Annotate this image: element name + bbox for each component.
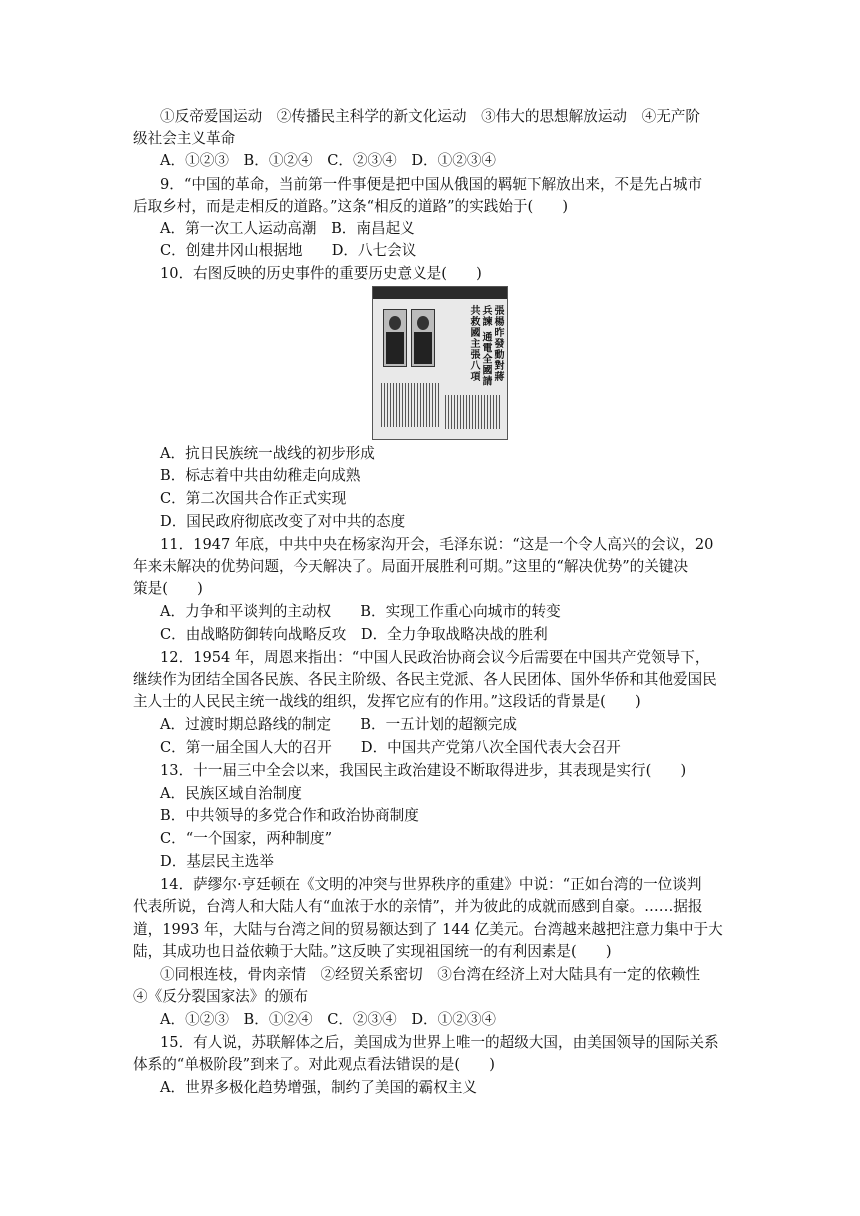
q9-choices-ab: A．第一次工人运动高潮 B．南昌起义	[160, 220, 415, 237]
q8-answer-choices: A．①②③ B．①②④ C．②③④ D．①②③④	[160, 152, 497, 169]
q12-choices-ab: A．过渡时期总路线的制定 B．一五计划的超额完成	[160, 716, 517, 733]
q12-stem-cont: 继续作为团结全国各民族、各民主阶级、各民主党派、各人民团体、国外华侨和其他爱国民	[133, 671, 717, 688]
q11-choices-cd: C．由战略防御转向战略反攻 D．全力争取战略决战的胜利	[160, 626, 548, 643]
q11-stem-cont2: 策是( )	[133, 580, 203, 597]
q12-stem: 12．1954 年，周恩来指出：“中国人民政治协商会议今后需要在中国共产党领导下，	[160, 649, 710, 666]
q10-choice-c: C．第二次国共合作正式实现	[160, 490, 347, 507]
q10-choice-b: B．标志着中共由幼稚走向成熟	[160, 467, 361, 484]
q11-stem: 11．1947 年底，中共中央在杨家沟开会，毛泽东说：“这是一个令人高兴的会议，20	[160, 536, 714, 553]
q15-choice-a: A．世界多极化趋势增强，制约了美国的霸权主义	[160, 1079, 478, 1096]
newspaper-masthead	[373, 287, 507, 299]
q8-options-text-cont: 级社会主义革命	[133, 130, 236, 147]
q11-choices-ab: A．力争和平谈判的主动权 B．实现工作重心向城市的转变	[160, 603, 561, 620]
q14-stem: 14．萨缪尔·亨廷顿在《文明的冲突与世界秩序的重建》中说：“正如台湾的一位谈判	[160, 876, 702, 893]
q12-choices-cd: C．第一届全国人大的召开 D．中国共产党第八次全国代表大会召开	[160, 739, 621, 756]
q14-options-text-cont: ④《反分裂国家法》的颁布	[133, 988, 309, 1005]
q14-stem-cont3: 陆，其成功也日益依赖于大陆。”这反映了实现祖国统一的有利因素是( )	[133, 943, 612, 960]
newspaper-headline: 張楊昨發動對蔣兵諫 通電全國請共救國主張八項	[468, 305, 503, 387]
q13-choice-c: C．“一个国家，两种制度”	[160, 830, 333, 847]
newspaper-text-block	[445, 395, 501, 429]
q12-stem-cont2: 主人士的人民民主统一战线的组织，发挥它应有的作用。”这段话的背景是( )	[133, 693, 641, 710]
q10-choice-d: D．国民政府彻底改变了对中共的态度	[160, 513, 406, 530]
portrait-right	[411, 309, 435, 367]
newspaper-image	[372, 286, 508, 440]
q13-stem: 13．十一届三中全会以来，我国民主政治建设不断取得进步，其表现是实行( )	[160, 762, 687, 779]
q15-stem-cont: 体系的“单极阶段”到来了。对此观点看法错误的是( )	[133, 1056, 495, 1073]
q14-stem-cont2: 道，1993 年，大陆与台湾之间的贸易额达到了 144 亿美元。台湾越来越把注意力集中于大	[133, 921, 723, 938]
q14-options-text: ①同根连枝，骨肉亲情 ②经贸关系密切 ③台湾在经济上对大陆具有一定的依赖性	[160, 966, 700, 983]
q10-stem: 10．右图反映的历史事件的重要历史意义是( )	[160, 265, 482, 282]
q13-choice-b: B．中共领导的多党合作和政治协商制度	[160, 807, 419, 824]
q8-options-text: ①反帝爱国运动 ②传播民主科学的新文化运动 ③伟大的思想解放运动 ④无产阶	[160, 108, 700, 125]
q9-stem-cont: 后取乡村，而是走相反的道路。”这条“相反的道路”的实践始于( )	[133, 198, 569, 215]
q10-choice-a: A．抗日民族统一战线的初步形成	[160, 445, 375, 462]
q14-answer-choices: A．①②③ B．①②④ C．②③④ D．①②③④	[160, 1011, 497, 1028]
q13-choice-d: D．基层民主选举	[160, 853, 274, 870]
portrait-left	[383, 309, 407, 367]
q11-stem-cont: 年来未解决的优势问题，今天解决了。局面开展胜利可期。”这里的“解决优势”的关键决	[133, 558, 689, 575]
q9-stem: 9．“中国的革命，当前第一件事便是把中国从俄国的羁轭下解放出来，不是先占城市	[160, 176, 703, 193]
q13-choice-a: A．民族区域自治制度	[160, 785, 302, 802]
q15-stem: 15．有人说，苏联解体之后，美国成为世界上唯一的超级大国，由美国领导的国际关系	[160, 1034, 719, 1051]
newspaper-text-block	[381, 383, 441, 427]
q9-choices-cd: C．创建井冈山根据地 D．八七会议	[160, 242, 417, 259]
q14-stem-cont: 代表所说，台湾人和大陆人有“血浓于水的亲情”，并为彼此的成就而感到自豪。……据报	[133, 898, 703, 915]
